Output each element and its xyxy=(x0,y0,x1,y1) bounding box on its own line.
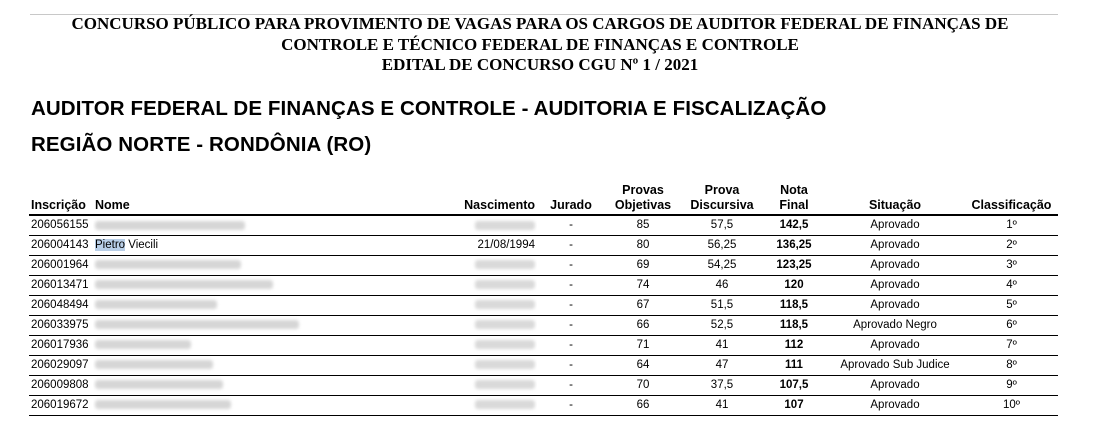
cell-jurado: - xyxy=(537,275,605,295)
cell-discursiva: 41 xyxy=(681,395,763,415)
table-row xyxy=(29,235,1058,255)
cell-nota-final: 120 xyxy=(763,275,825,295)
cell-inscricao: 206013471 xyxy=(29,275,93,295)
col-header-nota-final xyxy=(763,181,825,215)
cell-discursiva: 47 xyxy=(681,355,763,375)
table-row xyxy=(29,255,1058,275)
cell-jurado: - xyxy=(537,355,605,375)
cell-classificacao: 2º xyxy=(965,235,1058,255)
redacted-date xyxy=(475,221,535,230)
cell-objetivas: 66 xyxy=(605,315,681,335)
table-row xyxy=(29,375,1058,395)
cell-nota-final: 136,25 xyxy=(763,235,825,255)
cell-situacao: Aprovado xyxy=(825,275,965,295)
table-row xyxy=(29,315,1058,335)
redacted-name xyxy=(95,300,217,309)
redacted-date xyxy=(475,300,535,309)
cell-objetivas: 67 xyxy=(605,295,681,315)
col-header-provas-objetivas-line1: Provas xyxy=(622,183,664,197)
cell-situacao: Aprovado xyxy=(825,215,965,235)
redacted-date xyxy=(475,260,535,269)
cell-situacao: Aprovado xyxy=(825,335,965,355)
cell-jurado: - xyxy=(537,335,605,355)
cell-situacao: Aprovado xyxy=(825,375,965,395)
table-row xyxy=(29,295,1058,315)
cell-nota-final: 118,5 xyxy=(763,315,825,335)
col-header-prova-discursiva-line1: Prova xyxy=(704,183,740,197)
cell-inscricao: 206017936 xyxy=(29,335,93,355)
cell-inscricao: 206056155 xyxy=(29,215,93,235)
redacted-date xyxy=(475,320,535,329)
cell-nascimento xyxy=(449,275,537,295)
col-header-nome: Nome xyxy=(93,181,449,215)
cell-nome xyxy=(93,315,449,335)
col-header-nascimento: Nascimento xyxy=(449,181,537,215)
cell-inscricao: 206033975 xyxy=(29,315,93,335)
cell-discursiva: 46 xyxy=(681,275,763,295)
redacted-date xyxy=(475,400,535,409)
cell-inscricao: 206004143 xyxy=(29,235,93,255)
cell-jurado: - xyxy=(537,395,605,415)
cell-jurado: - xyxy=(537,255,605,275)
redacted-name xyxy=(95,400,231,409)
cell-classificacao: 7º xyxy=(965,335,1058,355)
col-header-classificacao: Classificação xyxy=(965,181,1058,215)
redacted-name xyxy=(95,380,223,389)
cell-jurado: - xyxy=(537,315,605,335)
cell-nascimento xyxy=(449,215,537,235)
cell-classificacao: 5º xyxy=(965,295,1058,315)
cell-nascimento xyxy=(449,375,537,395)
cell-classificacao: 6º xyxy=(965,315,1058,335)
position-title: AUDITOR FEDERAL DE FINANÇAS E CONTROLE - AUDITORIA E FISCALIZAÇÃO xyxy=(31,97,827,120)
cell-nome xyxy=(93,375,449,395)
cell-objetivas: 85 xyxy=(605,215,681,235)
cell-classificacao: 10º xyxy=(965,395,1058,415)
col-header-nota-final-line2: Final xyxy=(779,198,809,212)
redacted-date xyxy=(475,340,535,349)
name-rest: Viecili xyxy=(125,239,159,251)
cell-situacao: Aprovado Negro xyxy=(825,315,965,335)
cell-jurado: - xyxy=(537,375,605,395)
redacted-name xyxy=(95,260,241,269)
cell-classificacao: 3º xyxy=(965,255,1058,275)
cell-discursiva: 54,25 xyxy=(681,255,763,275)
cell-discursiva: 37,5 xyxy=(681,375,763,395)
col-header-jurado: Jurado xyxy=(537,181,605,215)
document-header xyxy=(0,14,1080,76)
table-row xyxy=(29,335,1058,355)
redacted-date xyxy=(475,280,535,289)
cell-nascimento xyxy=(449,335,537,355)
cell-jurado: - xyxy=(537,235,605,255)
cell-objetivas: 70 xyxy=(605,375,681,395)
col-header-inscricao: Inscrição xyxy=(29,181,93,215)
cell-nota-final: 123,25 xyxy=(763,255,825,275)
results-table xyxy=(29,181,1058,416)
cell-classificacao: 8º xyxy=(965,355,1058,375)
table-row xyxy=(29,355,1058,375)
cell-objetivas: 71 xyxy=(605,335,681,355)
cell-discursiva: 52,5 xyxy=(681,315,763,335)
cell-inscricao: 206019672 xyxy=(29,395,93,415)
cell-nascimento xyxy=(449,295,537,315)
cell-situacao: Aprovado xyxy=(825,395,965,415)
col-header-prova-discursiva-line2: Discursiva xyxy=(690,198,754,212)
cell-objetivas: 64 xyxy=(605,355,681,375)
table-row xyxy=(29,215,1058,235)
cell-discursiva: 56,25 xyxy=(681,235,763,255)
cell-situacao: Aprovado xyxy=(825,235,965,255)
cell-nascimento xyxy=(449,315,537,335)
cell-discursiva: 57,5 xyxy=(681,215,763,235)
region-title: REGIÃO NORTE - RONDÔNIA (RO) xyxy=(31,133,372,156)
table-header-row xyxy=(29,181,1058,215)
header-line-1: CONCURSO PÚBLICO PARA PROVIMENTO DE VAGAS PARA OS CARGOS DE AUDITOR FEDERAL DE FINANÇAS DE xyxy=(71,14,1009,33)
header-line-3: EDITAL DE CONCURSO CGU Nº 1 / 2021 xyxy=(381,55,699,74)
redacted-name xyxy=(95,221,245,230)
cell-nota-final: 107 xyxy=(763,395,825,415)
col-header-nota-final-line1: Nota xyxy=(780,183,808,197)
cell-classificacao: 9º xyxy=(965,375,1058,395)
redacted-name xyxy=(95,280,273,289)
cell-nome xyxy=(93,255,449,275)
cell-nome xyxy=(93,395,449,415)
cell-situacao: Aprovado Sub Judice xyxy=(825,355,965,375)
cell-nota-final: 142,5 xyxy=(763,215,825,235)
cell-classificacao: 4º xyxy=(965,275,1058,295)
cell-nascimento xyxy=(449,355,537,375)
cell-discursiva: 51,5 xyxy=(681,295,763,315)
cell-nascimento xyxy=(449,255,537,275)
cell-inscricao: 206009808 xyxy=(29,375,93,395)
cell-nota-final: 111 xyxy=(763,355,825,375)
cell-objetivas: 80 xyxy=(605,235,681,255)
redacted-date xyxy=(475,360,535,369)
cell-objetivas: 69 xyxy=(605,255,681,275)
cell-objetivas: 66 xyxy=(605,395,681,415)
col-header-situacao: Situação xyxy=(825,181,965,215)
cell-inscricao: 206001964 xyxy=(29,255,93,275)
cell-nome xyxy=(93,275,449,295)
header-line-2: CONTROLE E TÉCNICO FEDERAL DE FINANÇAS E CONTROLE xyxy=(281,34,799,54)
table-row xyxy=(29,275,1058,295)
col-header-prova-discursiva xyxy=(681,181,763,215)
cell-nota-final: 112 xyxy=(763,335,825,355)
cell-discursiva: 41 xyxy=(681,335,763,355)
cell-nota-final: 118,5 xyxy=(763,295,825,315)
cell-jurado: - xyxy=(537,295,605,315)
redacted-date xyxy=(475,380,535,389)
col-header-provas-objetivas-line2: Objetivas xyxy=(614,198,672,212)
cell-nascimento xyxy=(449,395,537,415)
cell-inscricao: 206048494 xyxy=(29,295,93,315)
cell-situacao: Aprovado xyxy=(825,255,965,275)
cell-jurado: - xyxy=(537,215,605,235)
cell-nome xyxy=(93,215,449,235)
cell-nascimento: 21/08/1994 xyxy=(449,235,537,255)
cell-objetivas: 74 xyxy=(605,275,681,295)
redacted-name xyxy=(95,360,213,369)
cell-classificacao: 1º xyxy=(965,215,1058,235)
cell-inscricao: 206029097 xyxy=(29,355,93,375)
cell-nome xyxy=(93,335,449,355)
redacted-name xyxy=(95,340,191,349)
col-header-provas-objetivas xyxy=(605,181,681,215)
cell-nome xyxy=(93,235,449,255)
cell-nome xyxy=(93,295,449,315)
cell-situacao: Aprovado xyxy=(825,295,965,315)
name-highlight: Pietro xyxy=(95,239,126,251)
redacted-name xyxy=(95,320,299,329)
cell-nome xyxy=(93,355,449,375)
cell-nota-final: 107,5 xyxy=(763,375,825,395)
table-row xyxy=(29,395,1058,415)
